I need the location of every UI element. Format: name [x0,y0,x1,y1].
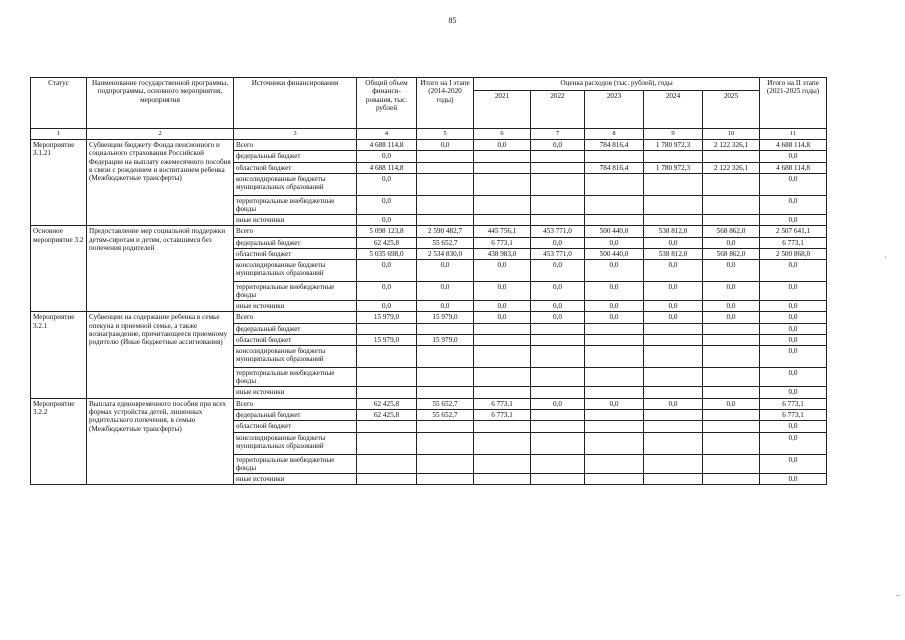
value-stage1: 2 534 830,0 [417,248,474,259]
value-y2021: 0,0 [474,301,531,312]
value-stage2: 0,0 [760,195,827,214]
value-y2023 [585,473,644,484]
value-y2021: 0,0 [474,282,531,301]
value-y2024 [644,214,703,225]
value-y2023: 0,0 [585,312,644,323]
value-total: 62 425,8 [357,398,417,409]
column-number: 4 [357,129,417,140]
funding-source: территориальные внебюджетные фонды [234,282,357,301]
value-y2022: 453 771,0 [531,226,585,237]
value-y2022 [531,421,585,432]
value-stage1: 0,0 [417,282,474,301]
value-y2023 [585,335,644,346]
header-year: 2024 [644,91,703,129]
value-stage2: 0,0 [760,421,827,432]
value-stage1: 0,0 [417,140,474,151]
funding-source: консолидированные бюджеты муниципальных образований [234,173,357,195]
value-stage1 [417,421,474,432]
value-y2023 [585,323,644,334]
value-y2025: 0,0 [703,237,760,248]
column-number: 7 [531,129,585,140]
value-y2024 [644,473,703,484]
value-y2023: 784 816,4 [585,162,644,173]
value-y2021 [474,162,531,173]
value-y2022 [531,346,585,368]
value-stage1 [417,162,474,173]
block-name: Субвенции на содержание ребенка в семье опекуна и приемной семье, а также вознаграждение, причитающееся приемному родителю (Иные бюджетные ассигнования) [87,312,234,398]
column-number: 11 [760,129,827,140]
value-y2023 [585,346,644,368]
value-y2023 [585,214,644,225]
column-number: 10 [703,129,760,140]
value-y2024 [644,454,703,473]
value-stage2: 0,0 [760,454,827,473]
value-y2022: 0,0 [531,140,585,151]
value-total [357,368,417,387]
block-status: Мероприятие 3.2.1 [31,312,87,398]
column-number: 1 [31,129,87,140]
header-status: Статус [31,78,87,129]
value-y2022 [531,162,585,173]
value-total: 0,0 [357,195,417,214]
value-total [357,421,417,432]
funding-source: консолидированные бюджеты муниципальных образований [234,432,357,454]
value-stage1: 15 979,0 [417,312,474,323]
value-y2025: 0,0 [703,260,760,282]
value-stage2: 0,0 [760,312,827,323]
table-row [31,312,827,323]
column-number: 8 [585,129,644,140]
funding-source: федеральный бюджет [234,151,357,162]
value-y2022 [531,335,585,346]
block-name: Субвенции бюджету Фонда пенсионного и социального страхования Российской Федерации на выплату ежемесячного пособия в связи с рождением и воспитанием ребенка (Межбюджетные трансферты) [87,140,234,226]
funding-source: федеральный бюджет [234,237,357,248]
value-y2025: 0,0 [703,398,760,409]
value-y2025 [703,151,760,162]
value-stage1 [417,195,474,214]
block-name: Предоставление мер социальной поддержки детям-сиротам и детям, оставшимся без попечения родителей [87,226,234,312]
column-number: 9 [644,129,703,140]
value-y2024: 538 812,0 [644,226,703,237]
value-total: 0,0 [357,282,417,301]
value-y2023 [585,421,644,432]
funding-source: федеральный бюджет [234,323,357,334]
value-y2025 [703,335,760,346]
column-number: 2 [87,129,234,140]
value-y2021: 0,0 [474,312,531,323]
column-number: 3 [234,129,357,140]
header-sources: Источники финансирования [234,78,357,129]
funding-source: областной бюджет [234,162,357,173]
value-total [357,454,417,473]
value-y2024 [644,323,703,334]
value-y2022 [531,173,585,195]
value-stage1 [417,473,474,484]
column-numbers-row [31,129,827,140]
table-body [31,140,827,485]
funding-source: консолидированные бюджеты муниципальных образований [234,260,357,282]
value-y2024 [644,387,703,398]
value-y2022: 0,0 [531,312,585,323]
value-y2024 [644,335,703,346]
scan-mark: · [884,253,887,262]
funding-source: территориальные внебюджетные фонды [234,454,357,473]
value-total: 0,0 [357,151,417,162]
block-name: Выплата единовременного пособия при всех формах устройства детей, лишенных родительского попечения, в семью (Межбюджетные трансферты) [87,398,234,484]
value-y2021 [474,432,531,454]
value-y2021: 6 773,1 [474,409,531,420]
value-y2025 [703,214,760,225]
value-y2025: 568 862,0 [703,226,760,237]
value-stage1: 55 652,7 [417,398,474,409]
value-y2024 [644,195,703,214]
value-y2024 [644,368,703,387]
value-y2022: 0,0 [531,260,585,282]
value-stage1 [417,346,474,368]
header-estimate: Оценка расходов (тыс. рублей), годы [474,78,760,91]
value-y2021 [474,323,531,334]
funding-source: областной бюджет [234,421,357,432]
value-total [357,387,417,398]
funding-source: федеральный бюджет [234,409,357,420]
value-y2024 [644,151,703,162]
table-row [31,226,827,237]
value-y2021: 6 773,1 [474,237,531,248]
value-stage2: 0,0 [760,301,827,312]
value-y2025 [703,195,760,214]
value-y2024 [644,346,703,368]
value-y2021 [474,335,531,346]
value-stage2: 0,0 [760,335,827,346]
value-stage1 [417,323,474,334]
funding-source: Всего [234,226,357,237]
header-stage2: Итого на II этапе (2021-2025 годы) [760,78,827,129]
value-y2023 [585,409,644,420]
value-y2022 [531,368,585,387]
value-y2024: 0,0 [644,301,703,312]
value-total: 62 425,8 [357,237,417,248]
value-y2024: 0,0 [644,398,703,409]
value-y2024 [644,173,703,195]
header-year: 2022 [531,91,585,129]
value-y2023: 0,0 [585,398,644,409]
value-y2025: 2 122 326,1 [703,140,760,151]
value-total: 0,0 [357,260,417,282]
value-stage2: 0,0 [760,173,827,195]
value-y2023 [585,151,644,162]
block-status: Основное мероприятие 3.2 [31,226,87,312]
value-y2024: 1 780 972,3 [644,162,703,173]
table-row [31,398,827,409]
value-y2021 [474,473,531,484]
funding-source: консолидированные бюджеты муниципальных образований [234,346,357,368]
value-y2025 [703,173,760,195]
value-stage2: 4 688 114,8 [760,162,827,173]
value-y2024: 0,0 [644,237,703,248]
value-stage1 [417,454,474,473]
value-y2025 [703,323,760,334]
value-stage2: 0,0 [760,282,827,301]
value-y2024: 0,0 [644,260,703,282]
value-stage2: 0,0 [760,387,827,398]
value-y2023: 500 440,0 [585,226,644,237]
value-total: 5 098 123,8 [357,226,417,237]
value-total: 4 688 114,8 [357,162,417,173]
column-number: 6 [474,129,531,140]
value-stage1 [417,368,474,387]
value-y2025: 568 862,0 [703,248,760,259]
table-row [31,140,827,151]
value-stage1: 2 590 482,7 [417,226,474,237]
value-stage2: 0,0 [760,214,827,225]
value-y2025 [703,387,760,398]
value-y2025 [703,368,760,387]
value-y2025: 2 122 326,1 [703,162,760,173]
funding-source: областной бюджет [234,335,357,346]
budget-table [30,77,827,485]
value-total [357,473,417,484]
value-stage1: 55 652,7 [417,409,474,420]
value-total: 15 979,0 [357,335,417,346]
value-y2022: 0,0 [531,237,585,248]
value-stage1 [417,214,474,225]
value-stage1 [417,387,474,398]
value-total: 0,0 [357,301,417,312]
value-y2023: 0,0 [585,282,644,301]
header-name: Наименование государственной программы, подпрограммы, основного мероприятия, мероприятия [87,78,234,129]
value-y2022: 453 771,0 [531,248,585,259]
value-stage1: 55 652,7 [417,237,474,248]
funding-source: иные источники [234,214,357,225]
value-y2022: 0,0 [531,398,585,409]
value-y2025 [703,409,760,420]
funding-source: территориальные внебюджетные фонды [234,368,357,387]
value-stage2: 0,0 [760,323,827,334]
value-y2021 [474,387,531,398]
funding-source: областной бюджет [234,248,357,259]
value-y2024: 538 812,0 [644,248,703,259]
value-y2021: 6 773,1 [474,398,531,409]
value-stage1: 0,0 [417,301,474,312]
header-year: 2021 [474,91,531,129]
value-total: 62 425,8 [357,409,417,420]
value-y2022 [531,323,585,334]
value-y2023: 0,0 [585,260,644,282]
value-total [357,432,417,454]
value-total: 4 688 114,8 [357,140,417,151]
value-stage2: 0,0 [760,151,827,162]
value-y2023 [585,454,644,473]
value-y2021: 438 983,0 [474,248,531,259]
header-year: 2023 [585,91,644,129]
column-number: 5 [417,129,474,140]
value-stage2: 0,0 [760,260,827,282]
value-y2025 [703,421,760,432]
value-y2024: 1 780 972,3 [644,140,703,151]
value-y2023: 784 816,4 [585,140,644,151]
block-status: Мероприятие 3.2.2 [31,398,87,484]
value-total [357,346,417,368]
value-y2023: 0,0 [585,301,644,312]
value-total [357,323,417,334]
value-stage1 [417,432,474,454]
value-y2021 [474,195,531,214]
value-y2023: 0,0 [585,237,644,248]
value-y2023 [585,195,644,214]
funding-source: территориальные внебюджетные фонды [234,195,357,214]
value-y2022: 0,0 [531,301,585,312]
value-y2022 [531,195,585,214]
value-y2024: 0,0 [644,282,703,301]
value-y2022: 0,0 [531,282,585,301]
value-stage2: 2 500 868,0 [760,248,827,259]
block-status: Мероприятие 3.1.21 [31,140,87,226]
value-total: 5 035 698,0 [357,248,417,259]
page-number: 85 [448,16,457,25]
value-y2025: 0,0 [703,301,760,312]
funding-source: Всего [234,140,357,151]
value-stage2: 6 773,1 [760,237,827,248]
value-y2021: 0,0 [474,140,531,151]
value-y2023 [585,368,644,387]
header-stage1: Итого на I этапе (2014-2020 годы) [417,78,474,129]
scan-mark: – [896,590,900,599]
value-stage1 [417,151,474,162]
value-y2022 [531,409,585,420]
value-y2021 [474,214,531,225]
value-y2021 [474,421,531,432]
value-y2021 [474,346,531,368]
value-y2025 [703,346,760,368]
value-stage2: 0,0 [760,473,827,484]
value-y2021: 445 756,1 [474,226,531,237]
value-stage1 [417,173,474,195]
value-total: 0,0 [357,173,417,195]
value-y2022 [531,473,585,484]
funding-source: иные источники [234,301,357,312]
value-y2021 [474,368,531,387]
value-y2024 [644,432,703,454]
value-stage2: 6 773,1 [760,398,827,409]
value-y2024: 0,0 [644,312,703,323]
value-y2024 [644,421,703,432]
value-stage2: 6 773,1 [760,409,827,420]
value-y2025 [703,454,760,473]
value-y2025 [703,473,760,484]
value-stage2: 0,0 [760,346,827,368]
value-stage2: 0,0 [760,368,827,387]
value-stage1: 0,0 [417,260,474,282]
value-y2021: 0,0 [474,260,531,282]
value-y2024 [644,409,703,420]
value-y2021 [474,151,531,162]
value-y2021 [474,173,531,195]
value-y2022 [531,454,585,473]
funding-source: Всего [234,398,357,409]
value-y2023 [585,432,644,454]
funding-source: Всего [234,312,357,323]
value-y2025: 0,0 [703,312,760,323]
header-year: 2025 [703,91,760,129]
value-y2023: 500 440,0 [585,248,644,259]
value-y2022 [531,387,585,398]
value-stage2: 2 507 641,1 [760,226,827,237]
value-total: 15 979,0 [357,312,417,323]
value-stage1: 15 979,0 [417,335,474,346]
value-stage2: 0,0 [760,432,827,454]
header-row [31,78,827,91]
value-y2022 [531,151,585,162]
value-y2021 [474,454,531,473]
funding-source: иные источники [234,473,357,484]
value-y2025: 0,0 [703,282,760,301]
value-y2023 [585,387,644,398]
value-total: 0,0 [357,214,417,225]
header-total: Общий объем финанси-рования, тыс. рублей [357,78,417,129]
value-y2025 [703,432,760,454]
funding-source: иные источники [234,387,357,398]
value-stage2: 4 688 114,8 [760,140,827,151]
value-y2022 [531,432,585,454]
value-y2022 [531,214,585,225]
value-y2023 [585,173,644,195]
